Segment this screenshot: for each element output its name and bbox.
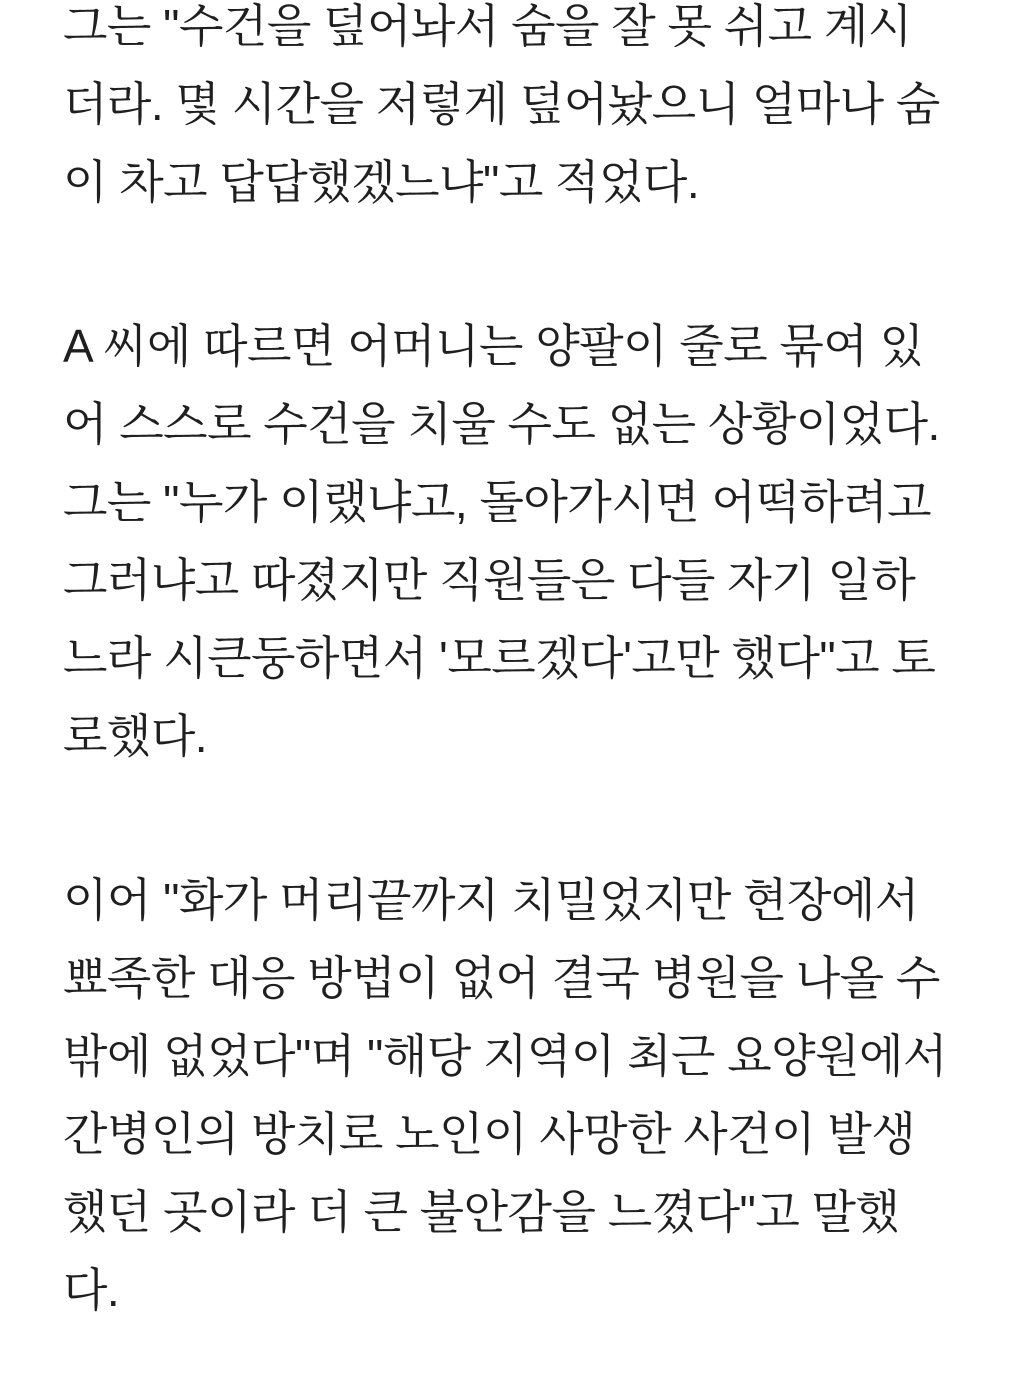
text-line: 뾰족한 대응 방법이 없어 결국 병원을 나올 수: [63, 952, 940, 1004]
text-line: 간병인의 방치로 노인이 사망한 사건이 발생: [63, 1108, 916, 1160]
text-line: 그는 "누가 이랬냐고, 돌아가시면 어떡하려고: [63, 476, 932, 528]
paragraph: [63, 0, 966, 221]
text-line: 이 차고 답답했겠느냐"고 적었다.: [63, 156, 700, 208]
text-line: 다.: [63, 1264, 120, 1316]
paragraph: [63, 861, 966, 1329]
paragraph: [63, 307, 966, 775]
text-line: 더라. 몇 시간을 저렇게 덮어놨으니 얼마나 숨: [63, 78, 940, 130]
text-line: 어 스스로 수건을 치울 수도 없는 상황이었다.: [63, 398, 940, 450]
text-line: 그러냐고 따졌지만 직원들은 다들 자기 일하: [63, 554, 916, 606]
text-line: 로했다.: [63, 710, 208, 762]
text-line: A 씨에 따르면 어머니는 양팔이 줄로 묶여 있: [63, 320, 924, 372]
text-line: 그는 "수건을 덮어놔서 숨을 잘 못 쉬고 계시: [63, 0, 912, 52]
text-line: 밖에 없었다"며 "해당 지역이 최근 요양원에서: [63, 1030, 947, 1082]
text-line: 이어 "화가 머리끝까지 치밀었지만 현장에서: [63, 874, 919, 926]
text-line: 느라 시큰둥하면서 '모르겠다'고만 했다"고 토: [63, 632, 936, 684]
text-line: 했던 곳이라 더 큰 불안감을 느꼈다"고 말했: [63, 1186, 900, 1238]
